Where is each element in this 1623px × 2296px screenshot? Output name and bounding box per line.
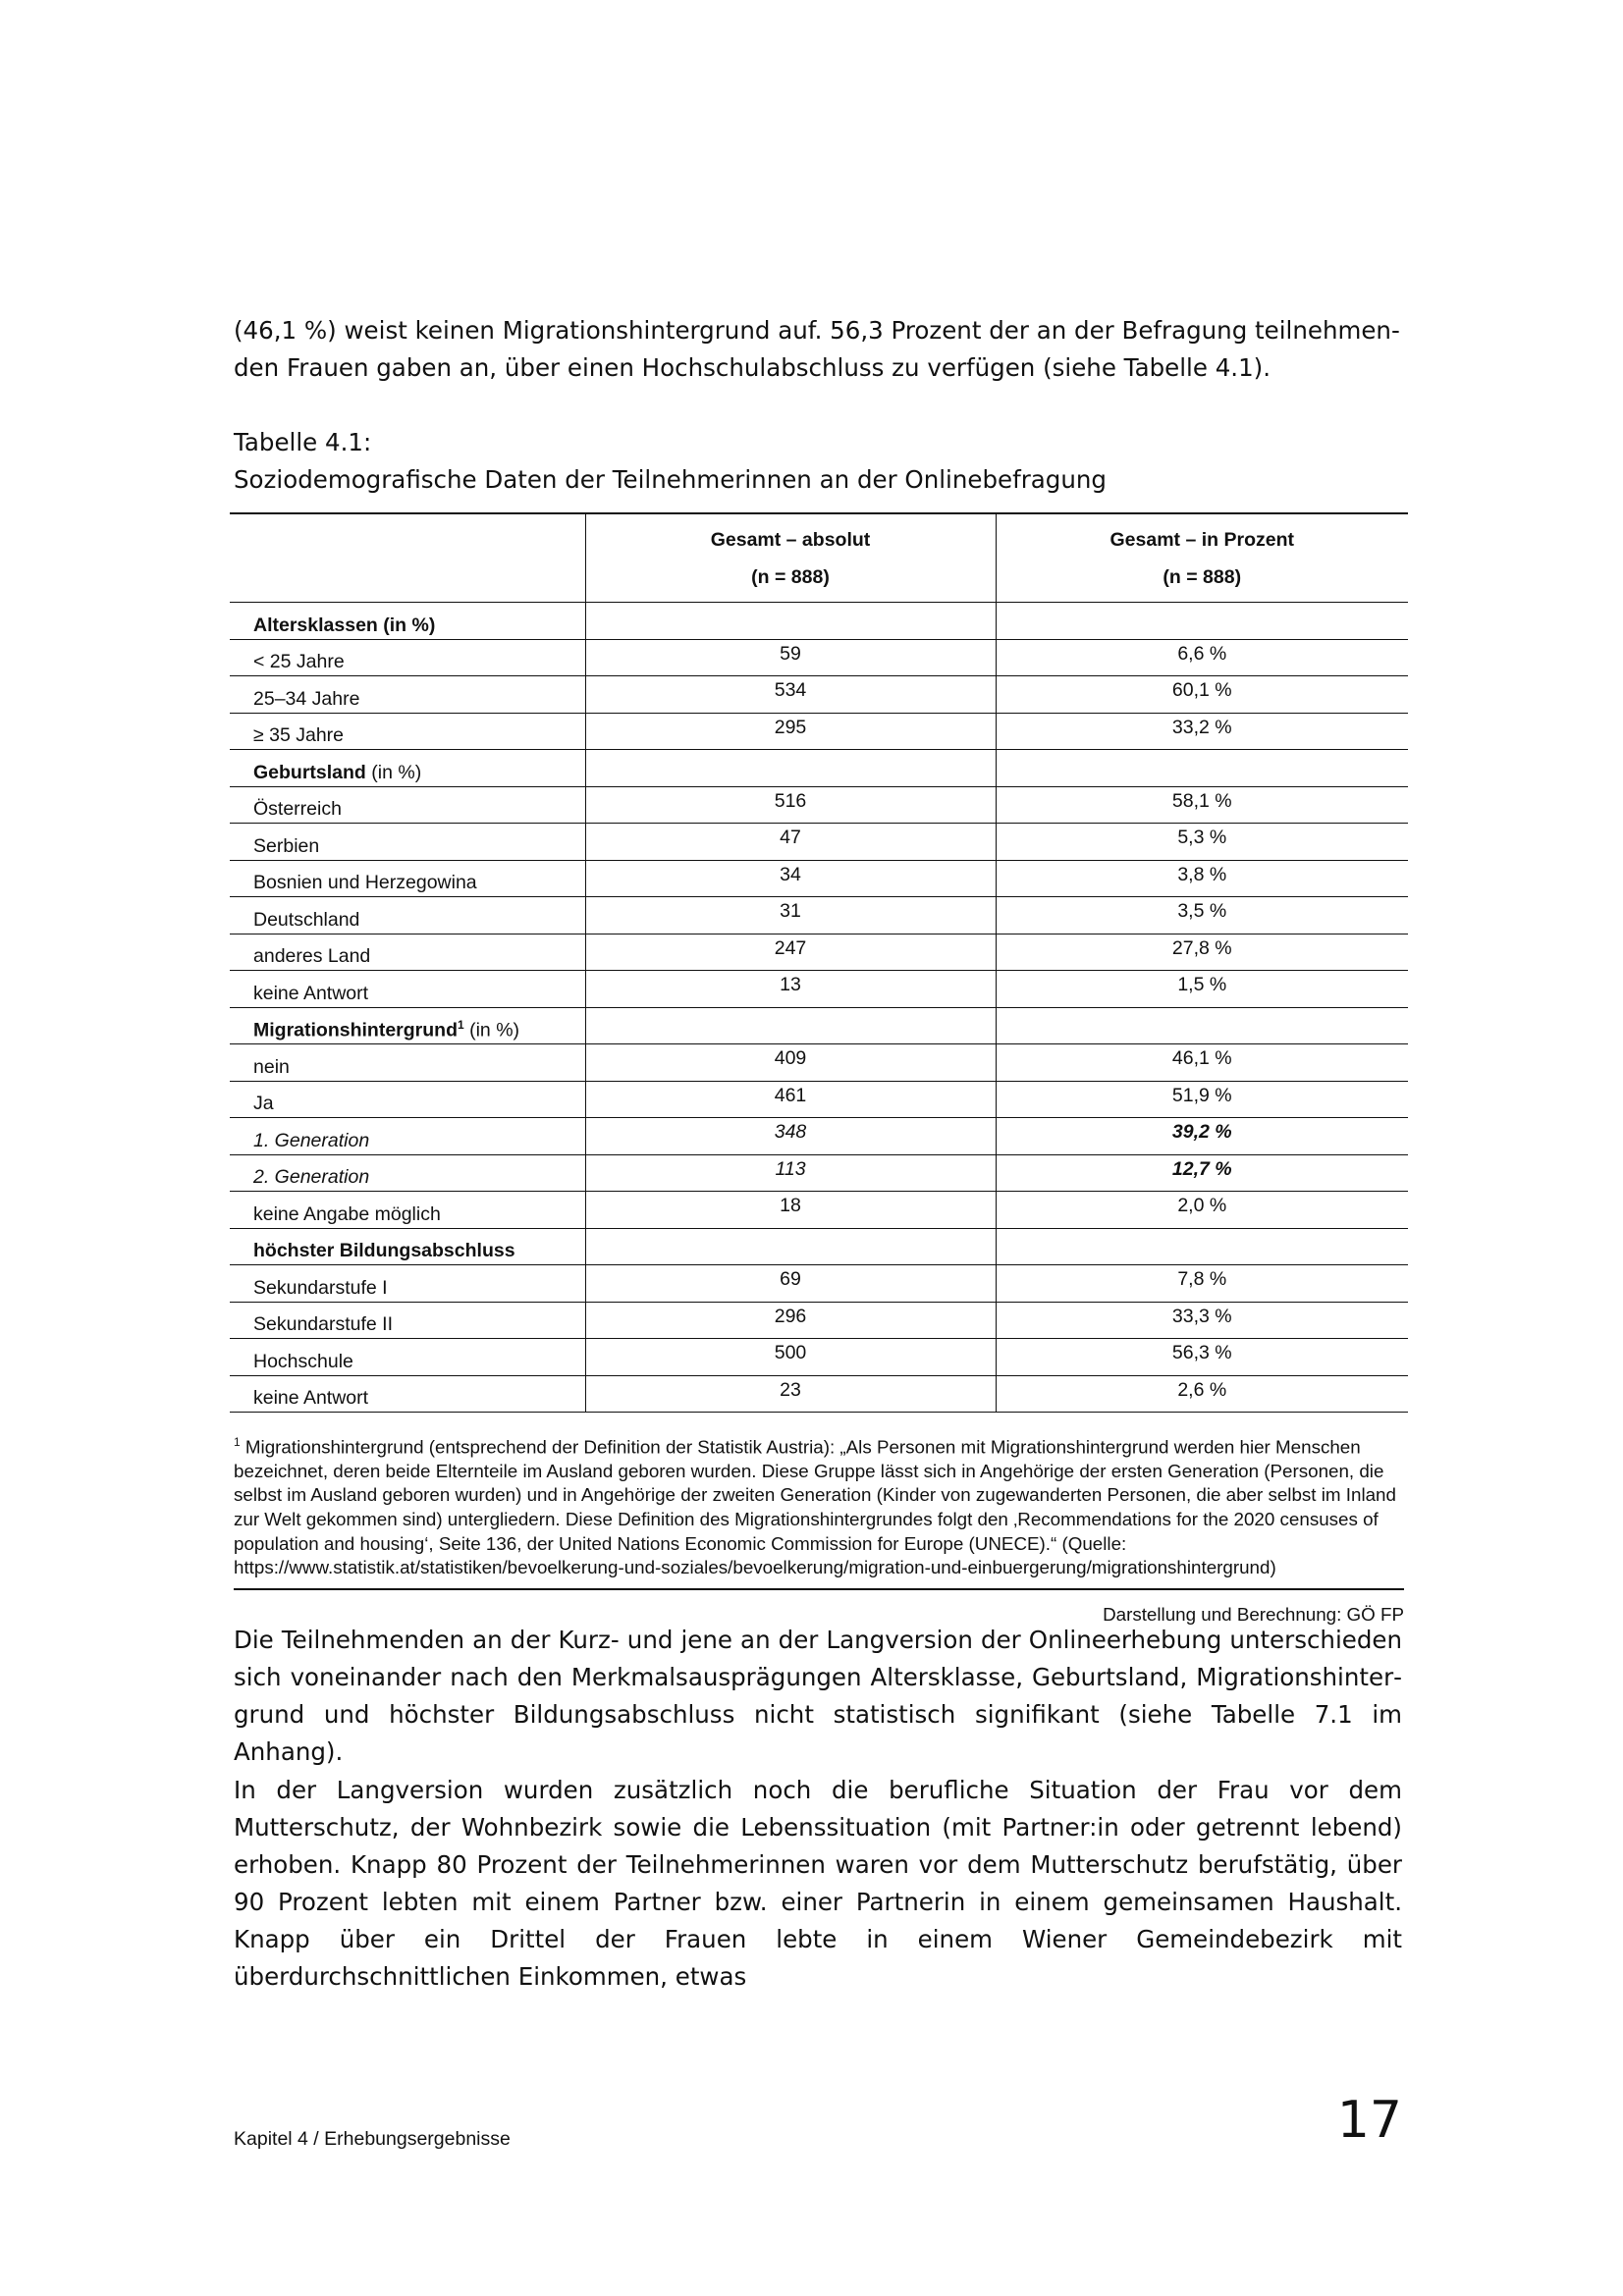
row-absolute-value bbox=[585, 603, 996, 640]
intro-line-1: (46,1 %) weist keinen Migrationshintergrund auf. 56,3 Prozent der an der Befragung teilnehmen- bbox=[234, 316, 1400, 345]
row-absolute-value: 295 bbox=[585, 713, 996, 750]
row-label bbox=[230, 1375, 585, 1413]
row-label-text: 1. Generation bbox=[253, 1129, 370, 1151]
row-label bbox=[230, 713, 585, 750]
row-absolute-value: 13 bbox=[585, 971, 996, 1008]
table-row bbox=[230, 1118, 1408, 1155]
header-blank bbox=[230, 513, 585, 603]
row-label-text: Deutschland bbox=[253, 908, 360, 931]
row-percent-value: 33,2 % bbox=[996, 713, 1408, 750]
table-row bbox=[230, 897, 1408, 934]
row-label bbox=[230, 1228, 585, 1265]
row-absolute-value: 296 bbox=[585, 1302, 996, 1339]
row-label bbox=[230, 1118, 585, 1155]
row-absolute-value: 31 bbox=[585, 897, 996, 934]
row-label-text: keine Antwort bbox=[253, 1387, 369, 1409]
table-body bbox=[230, 603, 1408, 1413]
row-label bbox=[230, 603, 585, 640]
row-label bbox=[230, 971, 585, 1008]
row-label bbox=[230, 639, 585, 676]
page-number: 17 bbox=[1336, 2091, 1402, 2150]
table-row bbox=[230, 1081, 1408, 1118]
row-absolute-value: 409 bbox=[585, 1044, 996, 1082]
table-section-row bbox=[230, 1007, 1408, 1044]
footnote-text: Migrationshintergrund (entsprechend der Definition der Statistik Austria): „Als Personen mit Migrationshintergrund werden hier Menschen bezeichnet, deren beide Elternteile im Ausland geboren wurden. Diese Gruppe lässt sich in Angehörige der ersten Generation (Personen, die selbst im Ausland geboren wurden) und in Angehörige der zweiten Generation (Kinder von zugewanderten Personen, die aber selbst im Inland zur Welt gekommen sind) untergliedern. Diese Definition des Migrationshintergrundes folgt den ‚Recommendations for the 2020 censuses of population and housing‘, Seite 136, der United Nations Economic Commission for Europe (UNECE).“ (Quelle: https://www.statistik.at/statistiken/bevoelkerung-und-soziales/bevoelkerung/migration-und-einbuergerung/migrationshintergrund) bbox=[234, 1436, 1396, 1578]
row-absolute-value: 47 bbox=[585, 824, 996, 861]
table-row bbox=[230, 824, 1408, 861]
table-caption-title: Soziodemografische Daten der Teilnehmerinnen an der Onlinebefragung bbox=[234, 465, 1107, 494]
row-percent-value bbox=[996, 750, 1408, 787]
row-percent-value: 1,5 % bbox=[996, 971, 1408, 1008]
row-label bbox=[230, 1154, 585, 1192]
table-row bbox=[230, 1339, 1408, 1376]
row-absolute-value: 23 bbox=[585, 1375, 996, 1413]
paragraph-2: Die Teilnehmenden an der Kurz- und jene an der Langversion der Onlineerhebung unterschieden sich voneinander nach den Merkmalsausprägungen Altersklasse, Geburtsland, Migrationshintergrund und höchster Bildungsabschluss nicht statistisch signifikant (siehe Tabelle 7.1 im Anhang). bbox=[234, 1626, 1402, 1766]
header-percent-title: Gesamt – in Prozent bbox=[1109, 528, 1294, 551]
table-row bbox=[230, 786, 1408, 824]
row-percent-value: 56,3 % bbox=[996, 1339, 1408, 1376]
table-section-row bbox=[230, 603, 1408, 640]
row-label bbox=[230, 934, 585, 971]
row-absolute-value: 516 bbox=[585, 786, 996, 824]
row-absolute-value: 461 bbox=[585, 1081, 996, 1118]
footnote-ref: 1 bbox=[458, 1017, 464, 1032]
demographics-table bbox=[230, 512, 1408, 1413]
row-label-text: Altersklassen (in %) bbox=[253, 614, 436, 636]
header-percent bbox=[996, 513, 1408, 603]
table-footnote bbox=[234, 1430, 1404, 1590]
row-percent-value: 6,6 % bbox=[996, 639, 1408, 676]
row-percent-value bbox=[996, 1228, 1408, 1265]
table-row bbox=[230, 1044, 1408, 1082]
table-section-row bbox=[230, 750, 1408, 787]
row-absolute-value: 534 bbox=[585, 676, 996, 714]
row-label-text: < 25 Jahre bbox=[253, 651, 345, 672]
row-percent-value: 33,3 % bbox=[996, 1302, 1408, 1339]
row-label-text: nein bbox=[253, 1055, 290, 1078]
row-percent-value: 39,2 % bbox=[996, 1118, 1408, 1155]
row-label-text: keine Antwort bbox=[253, 982, 369, 1004]
row-percent-value: 51,9 % bbox=[996, 1081, 1408, 1118]
table-header-row bbox=[230, 513, 1408, 603]
table-source: Darstellung und Berechnung: GÖ FP bbox=[1103, 1603, 1404, 1625]
row-label bbox=[230, 1265, 585, 1303]
row-label-unit: (in %) bbox=[463, 1019, 520, 1041]
row-label bbox=[230, 750, 585, 787]
row-absolute-value: 348 bbox=[585, 1118, 996, 1155]
table-row bbox=[230, 1192, 1408, 1229]
row-label-text: Serbien bbox=[253, 834, 320, 857]
table-caption bbox=[234, 424, 1107, 499]
row-absolute-value bbox=[585, 1228, 996, 1265]
row-percent-value: 3,5 % bbox=[996, 897, 1408, 934]
row-absolute-value: 500 bbox=[585, 1339, 996, 1376]
row-percent-value: 60,1 % bbox=[996, 676, 1408, 714]
header-absolute-n: (n = 888) bbox=[751, 565, 830, 588]
table-row bbox=[230, 676, 1408, 714]
table-caption-label: Tabelle 4.1: bbox=[234, 428, 372, 456]
intro-line-2: den Frauen gaben an, über einen Hochschulabschluss zu verfügen (siehe Tabelle 4.1). bbox=[234, 353, 1271, 382]
row-label-text: Migrationshintergrund bbox=[253, 1019, 458, 1041]
row-percent-value: 3,8 % bbox=[996, 860, 1408, 897]
row-label bbox=[230, 1302, 585, 1339]
paragraph-3: In der Langversion wurden zusätzlich noch die berufliche Situation der Frau vor dem Mutterschutz, der Wohnbezirk sowie die Lebenssituation (mit Partner:in oder getrennt lebend) erhoben. Knapp 80 Prozent der Teilnehmerinnen waren vor dem Mutterschutz berufstätig, über 90 Prozent lebten mit einem Partner bzw. einer Partnerin in einem gemeinsamen Haushalt. Knapp über ein Drittel der Frauen lebte in einem Wiener Gemeindebezirk mit überdurchschnittlichen Einkommen, etwas bbox=[234, 1776, 1402, 1991]
row-label-text: anderes Land bbox=[253, 945, 371, 967]
row-label bbox=[230, 1044, 585, 1082]
table-row bbox=[230, 1154, 1408, 1192]
row-label bbox=[230, 1081, 585, 1118]
table-row bbox=[230, 1375, 1408, 1413]
row-percent-value: 58,1 % bbox=[996, 786, 1408, 824]
row-percent-value bbox=[996, 1007, 1408, 1044]
row-label-text: 25–34 Jahre bbox=[253, 687, 360, 710]
intro-paragraph bbox=[234, 312, 1402, 387]
row-percent-value bbox=[996, 603, 1408, 640]
table-section-row bbox=[230, 1228, 1408, 1265]
row-label bbox=[230, 676, 585, 714]
row-label-text: höchster Bildungsabschluss bbox=[253, 1240, 515, 1261]
table-row bbox=[230, 860, 1408, 897]
table-row bbox=[230, 971, 1408, 1008]
row-label-text: Bosnien und Herzegowina bbox=[253, 872, 477, 893]
row-label bbox=[230, 897, 585, 934]
row-percent-value: 5,3 % bbox=[996, 824, 1408, 861]
row-label bbox=[230, 1339, 585, 1376]
footnote-marker: 1 bbox=[234, 1435, 241, 1449]
row-label-text: Österreich bbox=[253, 798, 342, 820]
row-absolute-value bbox=[585, 1007, 996, 1044]
header-percent-n: (n = 888) bbox=[1163, 565, 1242, 588]
footer-chapter: Kapitel 4 / Erhebungsergebnisse bbox=[234, 2128, 511, 2150]
row-percent-value: 7,8 % bbox=[996, 1265, 1408, 1303]
row-label bbox=[230, 824, 585, 861]
row-percent-value: 27,8 % bbox=[996, 934, 1408, 971]
row-absolute-value: 18 bbox=[585, 1192, 996, 1229]
row-absolute-value: 113 bbox=[585, 1154, 996, 1192]
row-label-unit: (in %) bbox=[365, 761, 422, 783]
table-row bbox=[230, 639, 1408, 676]
header-absolute-title: Gesamt – absolut bbox=[710, 528, 871, 551]
row-label bbox=[230, 1007, 585, 1044]
table-row bbox=[230, 1302, 1408, 1339]
row-percent-value: 46,1 % bbox=[996, 1044, 1408, 1082]
row-label-text: keine Angabe möglich bbox=[253, 1202, 441, 1225]
table-container bbox=[230, 512, 1408, 1626]
table-row bbox=[230, 934, 1408, 971]
row-label bbox=[230, 860, 585, 897]
row-label bbox=[230, 1192, 585, 1229]
row-label bbox=[230, 786, 585, 824]
row-label-text: Ja bbox=[253, 1093, 274, 1114]
row-absolute-value: 247 bbox=[585, 934, 996, 971]
row-absolute-value bbox=[585, 750, 996, 787]
row-label-text: Geburtsland bbox=[253, 761, 366, 783]
row-percent-value: 2,6 % bbox=[996, 1375, 1408, 1413]
row-label-text: Hochschule bbox=[253, 1350, 353, 1372]
row-absolute-value: 69 bbox=[585, 1265, 996, 1303]
row-label-text: ≥ 35 Jahre bbox=[253, 724, 345, 746]
table-row bbox=[230, 1265, 1408, 1303]
header-absolute bbox=[585, 513, 996, 603]
row-label-text: 2. Generation bbox=[253, 1166, 370, 1188]
row-percent-value: 12,7 % bbox=[996, 1154, 1408, 1192]
table-row bbox=[230, 713, 1408, 750]
row-label-text: Sekundarstufe II bbox=[253, 1313, 394, 1335]
row-absolute-value: 59 bbox=[585, 639, 996, 676]
row-percent-value: 2,0 % bbox=[996, 1192, 1408, 1229]
row-absolute-value: 34 bbox=[585, 860, 996, 897]
row-label-text: Sekundarstufe I bbox=[253, 1276, 388, 1299]
